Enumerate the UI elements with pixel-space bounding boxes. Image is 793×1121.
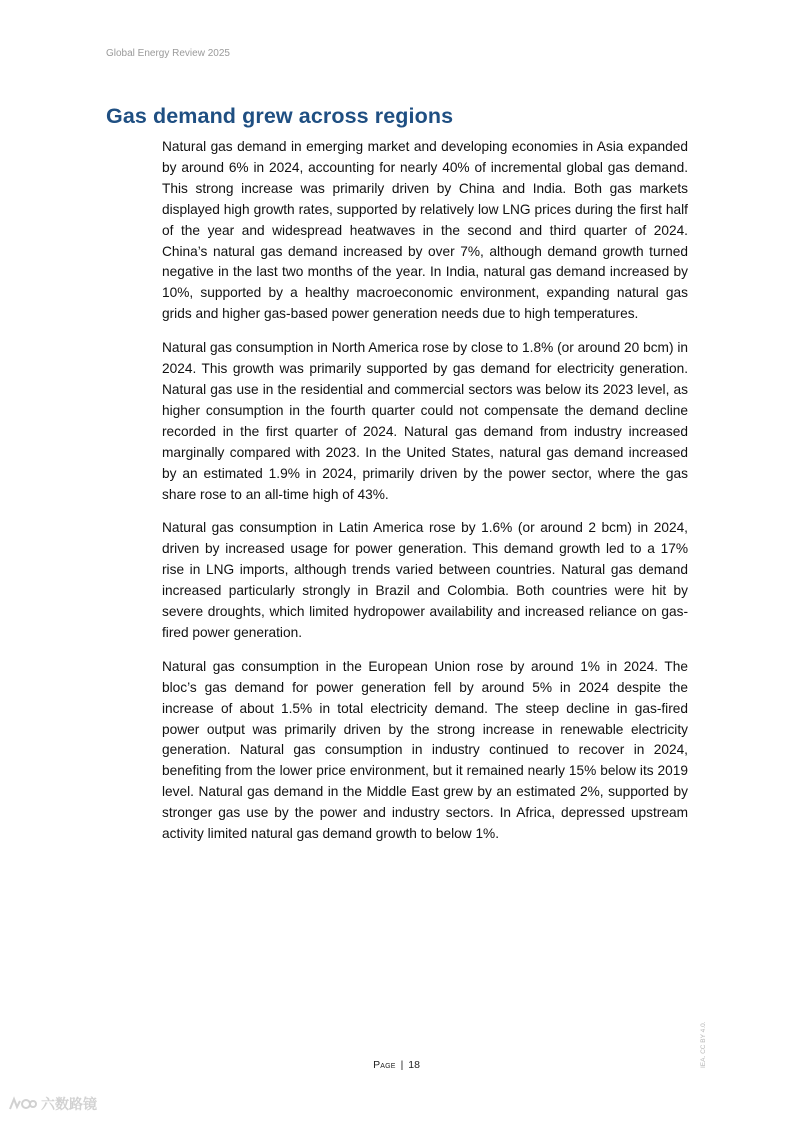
paragraph-asia: Natural gas demand in emerging market and developing economies in Asia expanded by around 6% in 2024, accounting for nearly 40% of incremental global gas demand. This strong increase was primarily driven by China and India. Both gas markets displayed high growth rates, supported by relatively low LNG prices during the first half of the year and widespread heatwaves in the second and third quarter of 2024. China’s natural gas demand increased by over 7%, although demand growth turned negative in the last two months of the year. In India, natural gas demand increased by 10%, supported by a healthy macroeconomic environment, expanding natural gas grids and higher gas-based power generation needs due to high temperatures. — [162, 139, 688, 322]
watermark-text: 六数路镜 — [41, 1096, 97, 1112]
page-number: 18 — [408, 1059, 420, 1071]
paragraph-north-america: Natural gas consumption in North America rose by close to 1.8% (or around 20 bcm) in 2024. This growth was primarily supported by gas demand for electricity generation. Natural gas use in the residential and commercial sectors was below its 2023 level, as higher consumption in the fourth quarter could not compensate the demand decline recorded in the first quarter of 2024. Natural gas demand from industry increased marginally compared with 2023. In the United States, natural gas demand increased by an estimated 1.9% in 2024, primarily driven by the power sector, where the gas share rose to an all-time high of 43%. — [162, 340, 688, 502]
page-footer — [0, 1059, 793, 1071]
watermark-logo-icon — [8, 1095, 38, 1113]
body-text — [162, 137, 688, 858]
license-note: IEA. CC BY 4.0. — [700, 1021, 707, 1068]
page-label: Page — [373, 1059, 396, 1071]
watermark — [8, 1094, 97, 1114]
paragraph-latin-america: Natural gas consumption in Latin America rose by 1.6% (or around 2 bcm) in 2024, driven by increased usage for power generation. This demand growth led to a 17% rise in LNG imports, although trends varied between countries. Natural gas demand increased particularly strongly in Brazil and Colombia. Both countries were hit by severe droughts, which limited hydropower availability and increased reliance on gas-fired power generation. — [162, 520, 688, 640]
paragraph-european-union: Natural gas consumption in the European Union rose by around 1% in 2024. The bloc’s gas demand for power generation fell by around 5% in 2024 despite the increase of about 1.5% in total electricity demand. The steep decline in gas-fired power output was primarily driven by the strong increase in renewable electricity generation. Natural gas consumption in industry continued to recover in 2024, benefiting from the lower price environment, but it remained nearly 15% below its 2019 level. Natural gas demand in the Middle East grew by an estimated 2%, supported by stronger gas use by the power and industry sectors. In Africa, depressed upstream activity limited natural gas demand growth to below 1%. — [162, 658, 688, 842]
section-title: Gas demand grew across regions — [106, 104, 454, 128]
running-header: Global Energy Review 2025 — [106, 48, 230, 59]
page-separator: | — [400, 1059, 404, 1071]
